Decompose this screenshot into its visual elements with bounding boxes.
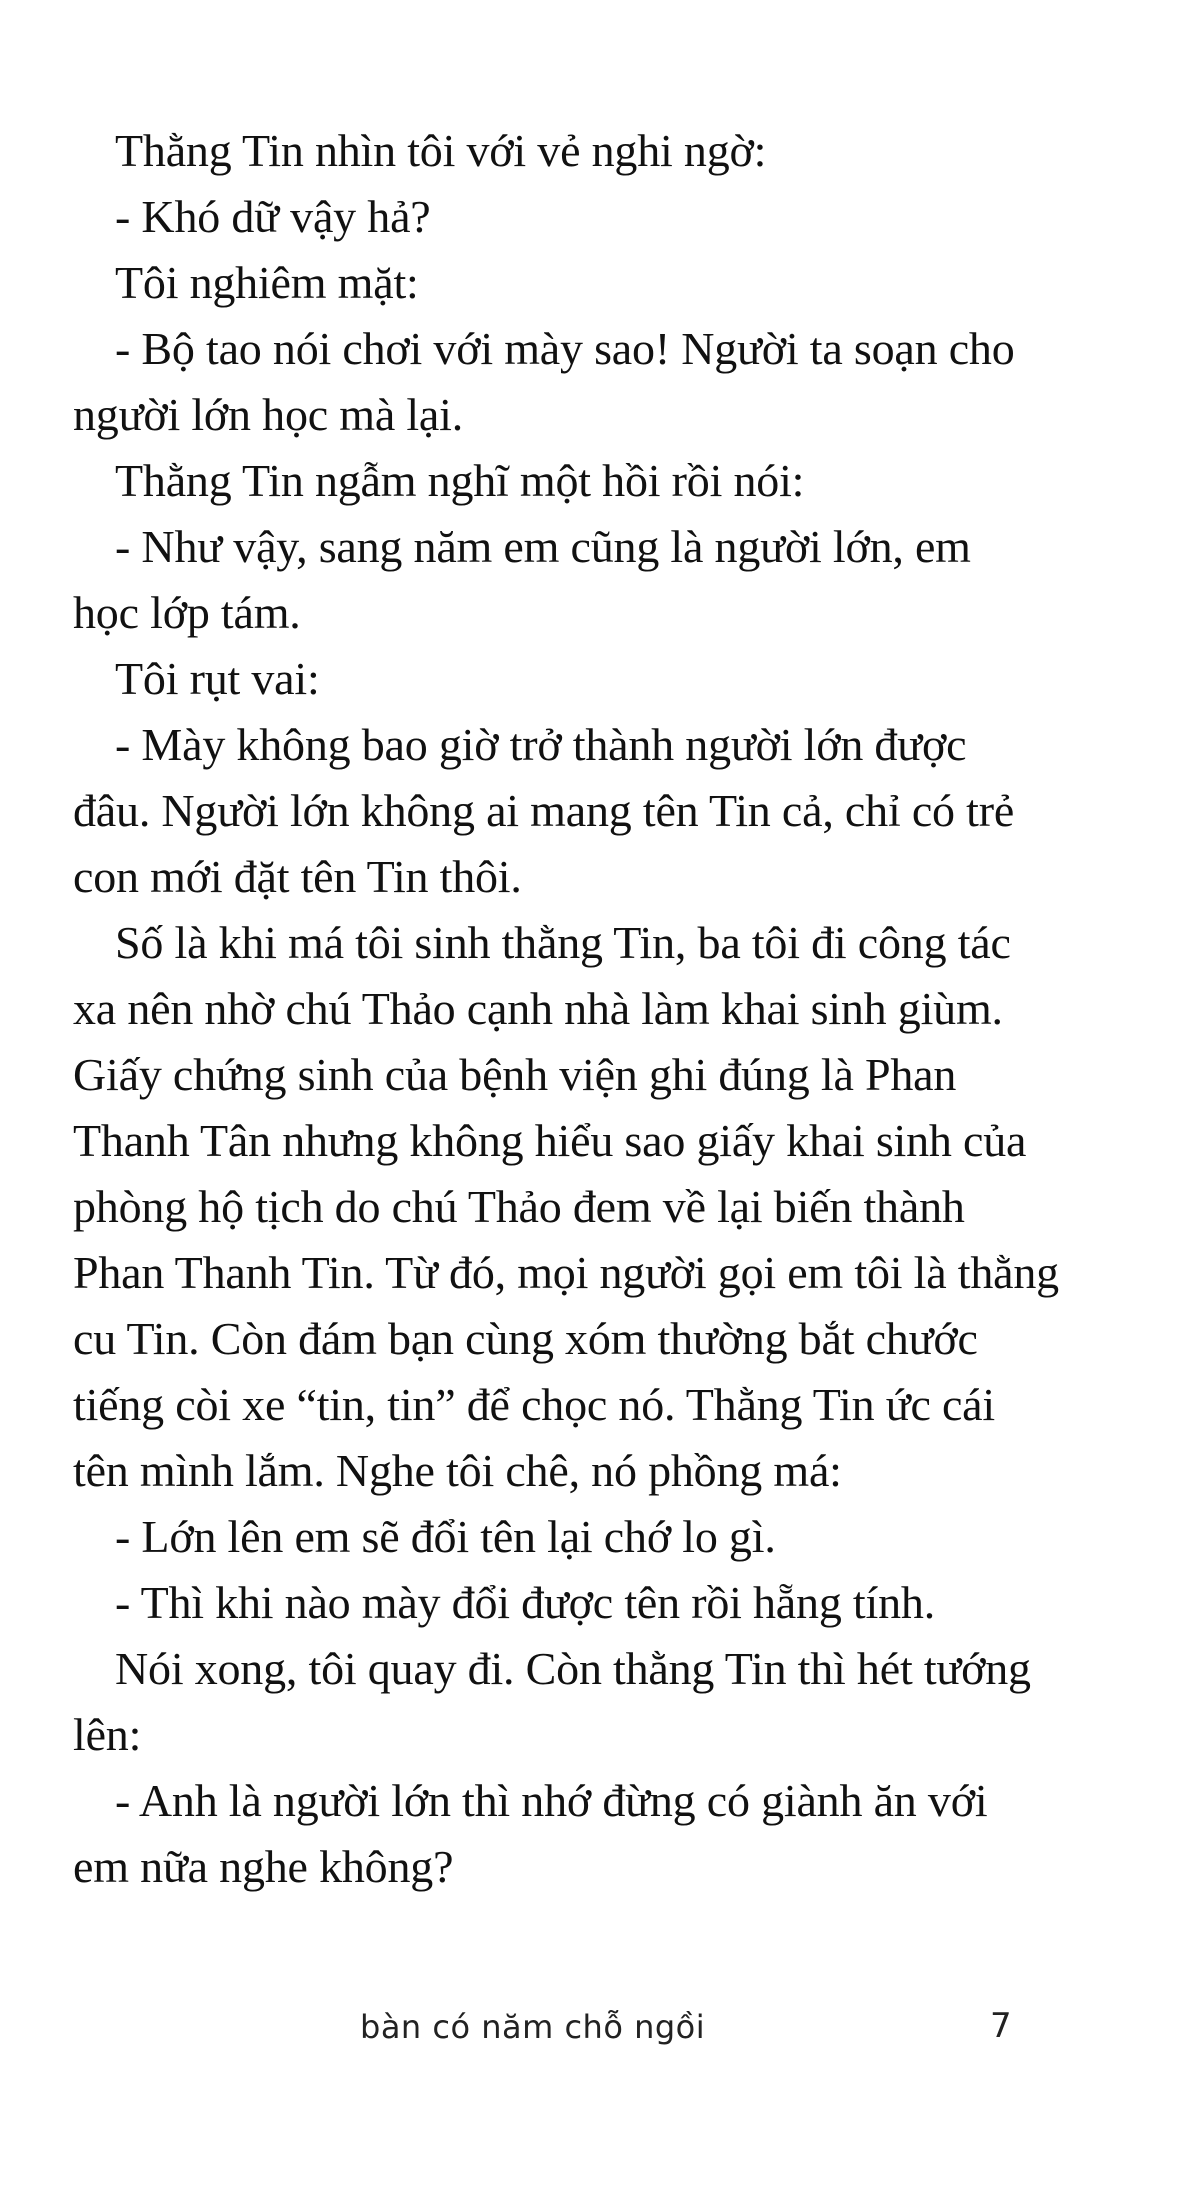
text-line: Thanh Tân nhưng không hiểu sao giấy khai sinh của (73, 1115, 1027, 1166)
text-line: Số là khi má tôi sinh thằng Tin, ba tôi đi công tác (115, 917, 1011, 968)
text-line: em nữa nghe không? (73, 1841, 454, 1892)
text-line: Tôi rụt vai: (115, 653, 320, 704)
text-line: con mới đặt tên Tin thôi. (73, 851, 522, 902)
text-line: tiếng còi xe “tin, tin” để chọc nó. Thằng Tin ức cái (73, 1379, 995, 1430)
text-line: - Khó dữ vậy hả? (115, 191, 431, 242)
text-line: - Thì khi nào mày đổi được tên rồi hẵng tính. (115, 1577, 935, 1628)
text-line: xa nên nhờ chú Thảo cạnh nhà làm khai sinh giùm. (73, 983, 1003, 1034)
text-line: - Mày không bao giờ trở thành người lớn được (115, 719, 967, 770)
text-line: cu Tin. Còn đám bạn cùng xóm thường bắt chước (73, 1313, 978, 1364)
text-line: Tôi nghiêm mặt: (115, 257, 419, 308)
page-footer (0, 1998, 1184, 2058)
text-line: - Lớn lên em sẽ đổi tên lại chớ lo gì. (115, 1511, 776, 1562)
text-line: học lớp tám. (73, 587, 301, 638)
text-line: Thằng Tin ngẫm nghĩ một hồi rồi nói: (115, 455, 805, 506)
text-line: Thằng Tin nhìn tôi với vẻ nghi ngờ: (115, 125, 767, 176)
body-text (73, 118, 1059, 1900)
text-line: tên mình lắm. Nghe tôi chê, nó phồng má: (73, 1445, 842, 1496)
text-line: lên: (73, 1709, 142, 1760)
text-line: phòng hộ tịch do chú Thảo đem về lại biến thành (73, 1181, 965, 1232)
text-line: - Anh là người lớn thì nhớ đừng có giành ăn với (115, 1775, 988, 1826)
text-line: đâu. Người lớn không ai mang tên Tin cả, chỉ có trẻ (73, 785, 1015, 836)
text-line: người lớn học mà lại. (73, 389, 464, 440)
running-title: bàn có năm chỗ ngồi (360, 2008, 706, 2046)
text-line: - Như vậy, sang năm em cũng là người lớn, em (115, 521, 971, 572)
page-number: 7 (990, 2006, 1012, 2046)
text-line: Phan Thanh Tin. Từ đó, mọi người gọi em tôi là thằng (73, 1247, 1059, 1298)
text-line: Nói xong, tôi quay đi. Còn thằng Tin thì hét tướng (115, 1643, 1031, 1694)
text-line: Giấy chứng sinh của bệnh viện ghi đúng là Phan (73, 1049, 957, 1100)
text-line: - Bộ tao nói chơi với mày sao! Người ta soạn cho (115, 323, 1015, 374)
